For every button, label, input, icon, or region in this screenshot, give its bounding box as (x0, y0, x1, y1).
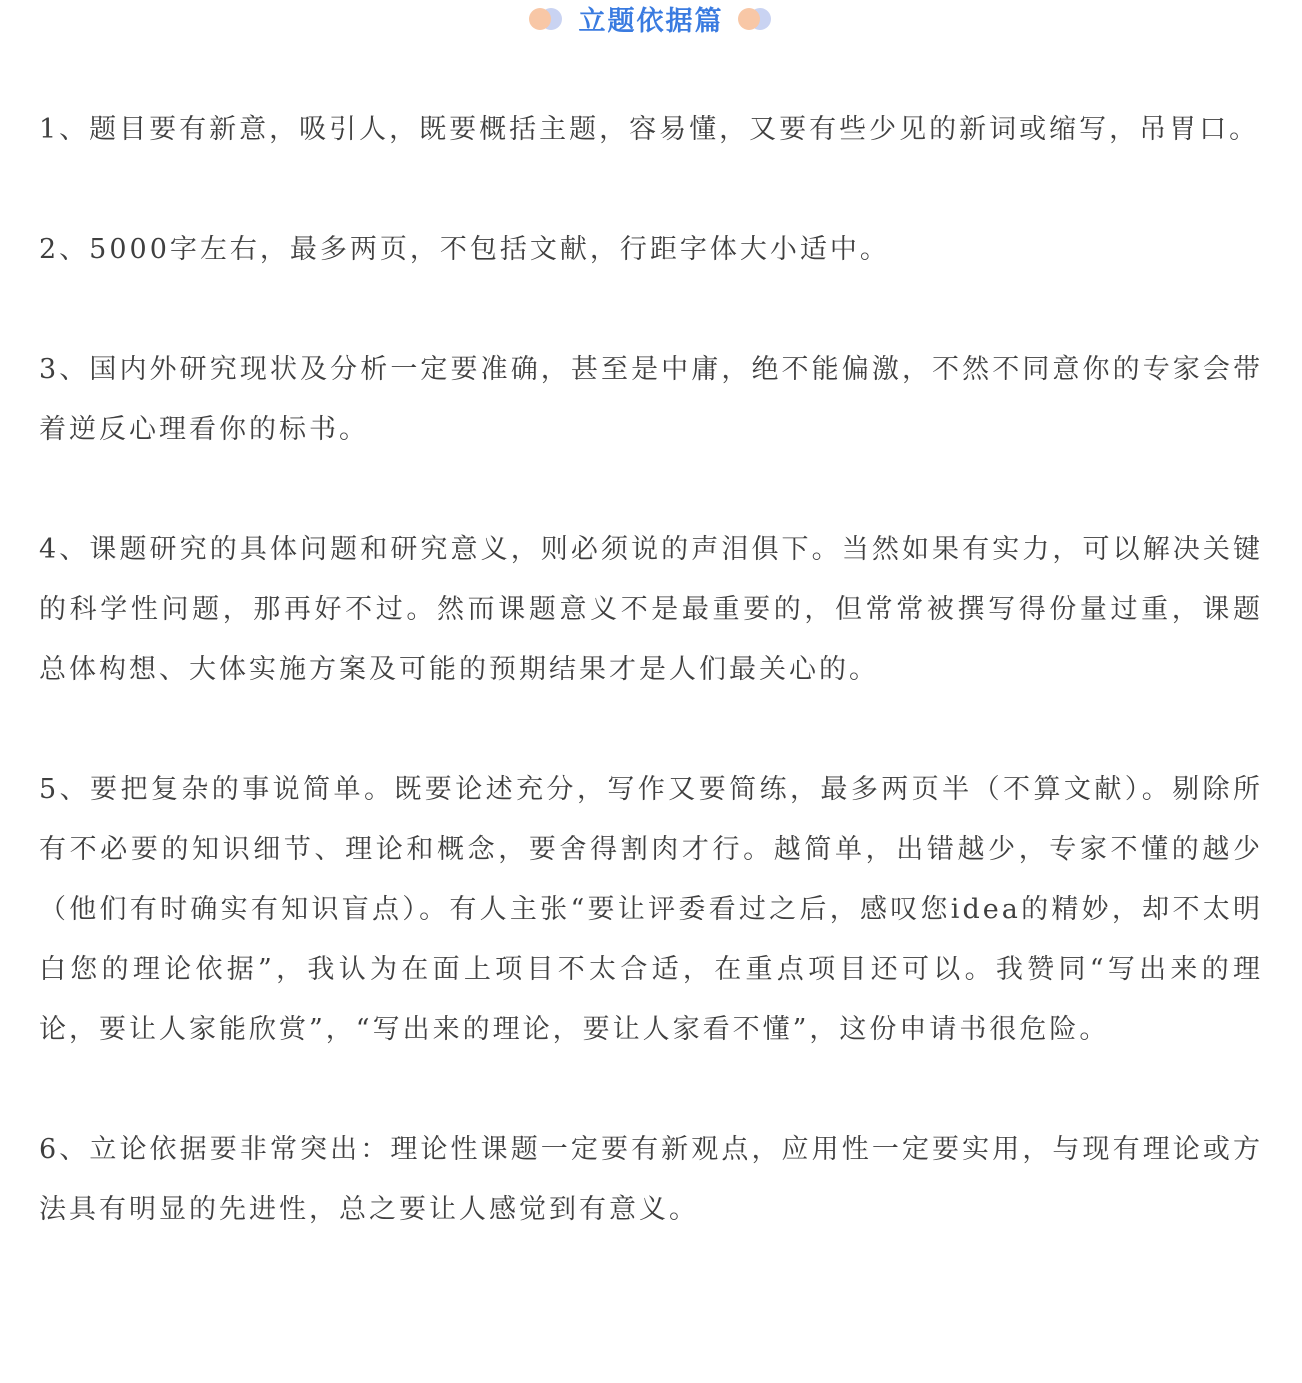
paragraph-2: 2、5000字左右，最多两页，不包括文献，行距字体大小适中。 (39, 234, 890, 265)
paragraph-1: 1、题目要有新意，吸引人，既要概括主题，容易懂，又要有些少见的新词或缩写，吊胃口。 (39, 114, 1260, 145)
paragraph-3: 3、国内外研究现状及分析一定要准确，甚至是中庸，绝不能偏激，不然不同意你的专家会带着逆反心理看你的标书。 (39, 354, 1263, 445)
decorative-circles-icon (738, 5, 774, 31)
decorative-circles-icon (529, 5, 565, 31)
section-header (0, 0, 1302, 36)
paragraph-5: 5、要把复杂的事说简单。既要论述充分，写作又要简练，最多两页半（不算文献）。剔除所有不必要的知识细节、理论和概念，要舍得割肉才行。越简单，出错越少，专家不懂的越少（他们有时确实有知识盲点）。有人主张“要让评委看过之后，感叹您idea的精妙，却不太明白您的理论依据”，我认为在面上项目不太合适，在重点项目还可以。我赞同“写出来的理论，要让人家能欣赏”，“写出来的理论，要让人家看不懂”，这份申请书很危险。 (39, 774, 1263, 1045)
article-body (39, 100, 1263, 1300)
paragraph-4: 4、课题研究的具体问题和研究意义，则必须说的声泪俱下。当然如果有实力，可以解决关键的科学性问题，那再好不过。然而课题意义不是最重要的，但常常被撰写得份量过重，课题总体构想、大体实施方案及可能的预期结果才是人们最关心的。 (39, 534, 1263, 685)
paragraph-6: 6、立论依据要非常突出：理论性课题一定要有新观点，应用性一定要实用，与现有理论或方法具有明显的先进性，总之要让人感觉到有意义。 (39, 1134, 1263, 1225)
section-title: 立题依据篇 (578, 5, 724, 37)
